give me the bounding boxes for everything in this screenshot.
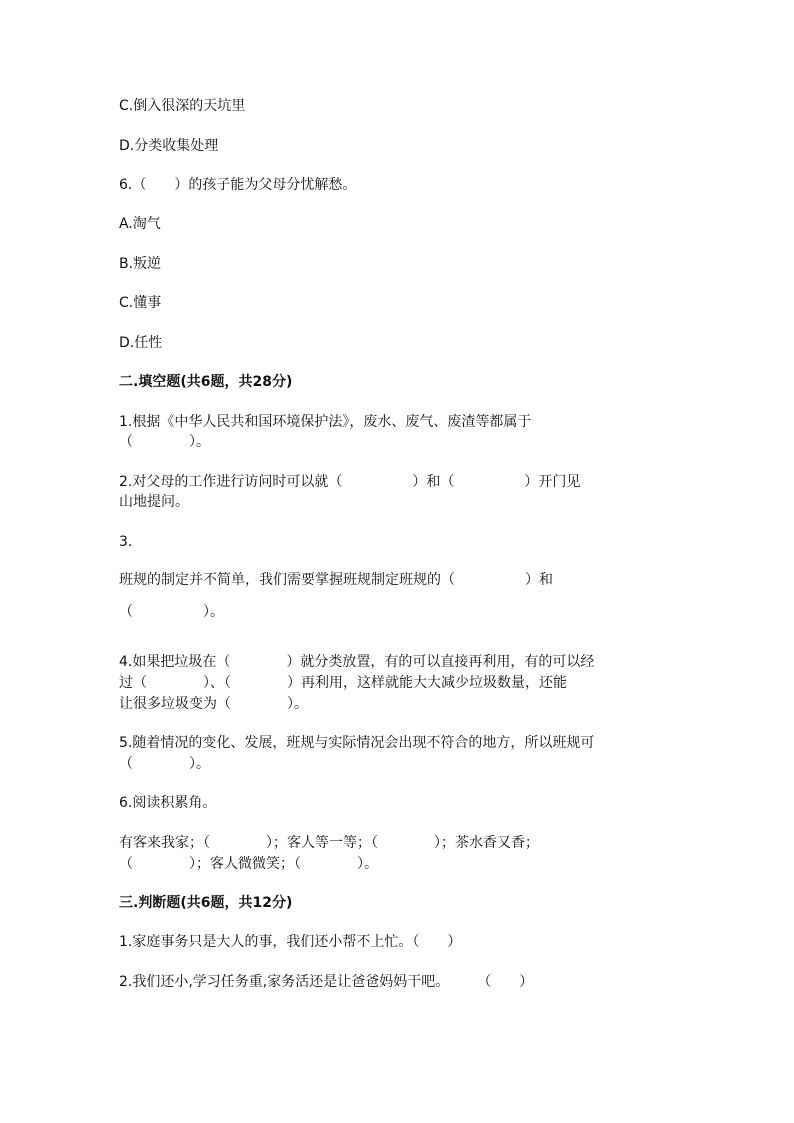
option-b: B.叛逆 (119, 256, 162, 272)
fill-question-1-line-1: 1.根据《中华人民共和国环境保护法》，废水、废气、废渣等都属于 (119, 414, 532, 430)
fill-question-4-line-2: 过（ ）、（ ）再利用，这样就能大大减少垃圾数量，还能 (119, 675, 567, 691)
judge-question-1: 1.家庭事务只是大人的事，我们还小帮不上忙。（ ） (119, 934, 462, 950)
section-heading-true-false: 三.判断题(共6题，共12分) (119, 895, 293, 911)
option-c: C.懂事 (119, 295, 162, 311)
fill-question-4-line-1: 4.如果把垃圾在（ ）就分类放置，有的可以直接再利用，有的可以经 (119, 654, 595, 670)
fill-question-6-line-1: 有客来我家；（ ）；客人等一等；（ ）；茶水香又香； (119, 835, 539, 851)
option-c: C.倒入很深的天坑里 (119, 98, 246, 114)
judge-question-2: 2.我们还小,学习任务重,家务活还是让爸爸妈妈干吧。 （ ） (119, 974, 534, 990)
fill-question-3-number: 3. (119, 534, 133, 550)
section-heading-fill-in: 二.填空题(共6题，共28分) (119, 374, 293, 390)
fill-question-4-line-3: 让很多垃圾变为（ ）。 (119, 696, 308, 712)
fill-question-1-line-2: （ ）。 (119, 434, 210, 450)
fill-question-5-line-2: （ ）。 (119, 756, 210, 772)
fill-question-3-line-1: 班规的制定并不简单，我们需要掌握班规制定班规的（ ）和 (119, 572, 553, 588)
fill-question-2-line-2: 山地提问。 (119, 494, 189, 510)
fill-question-6-title: 6.阅读积累角。 (119, 795, 217, 811)
fill-question-5-line-1: 5.随着情况的变化、发展，班规与实际情况会出现不符合的地方，所以班规可 (119, 735, 595, 751)
question-6-stem: 6.（ ）的孩子能为父母分忧解愁。 (119, 177, 357, 193)
fill-question-6-line-2: （ ）；客人微微笑；（ ）。 (119, 856, 378, 872)
fill-question-3-line-2: （ ）。 (119, 604, 224, 620)
option-d: D.分类收集处理 (119, 138, 219, 154)
fill-question-2-line-1: 2.对父母的工作进行访问时可以就（ ）和（ ）开门见 (119, 474, 581, 490)
option-d: D.任性 (119, 335, 163, 351)
option-a: A.淘气 (119, 216, 161, 232)
